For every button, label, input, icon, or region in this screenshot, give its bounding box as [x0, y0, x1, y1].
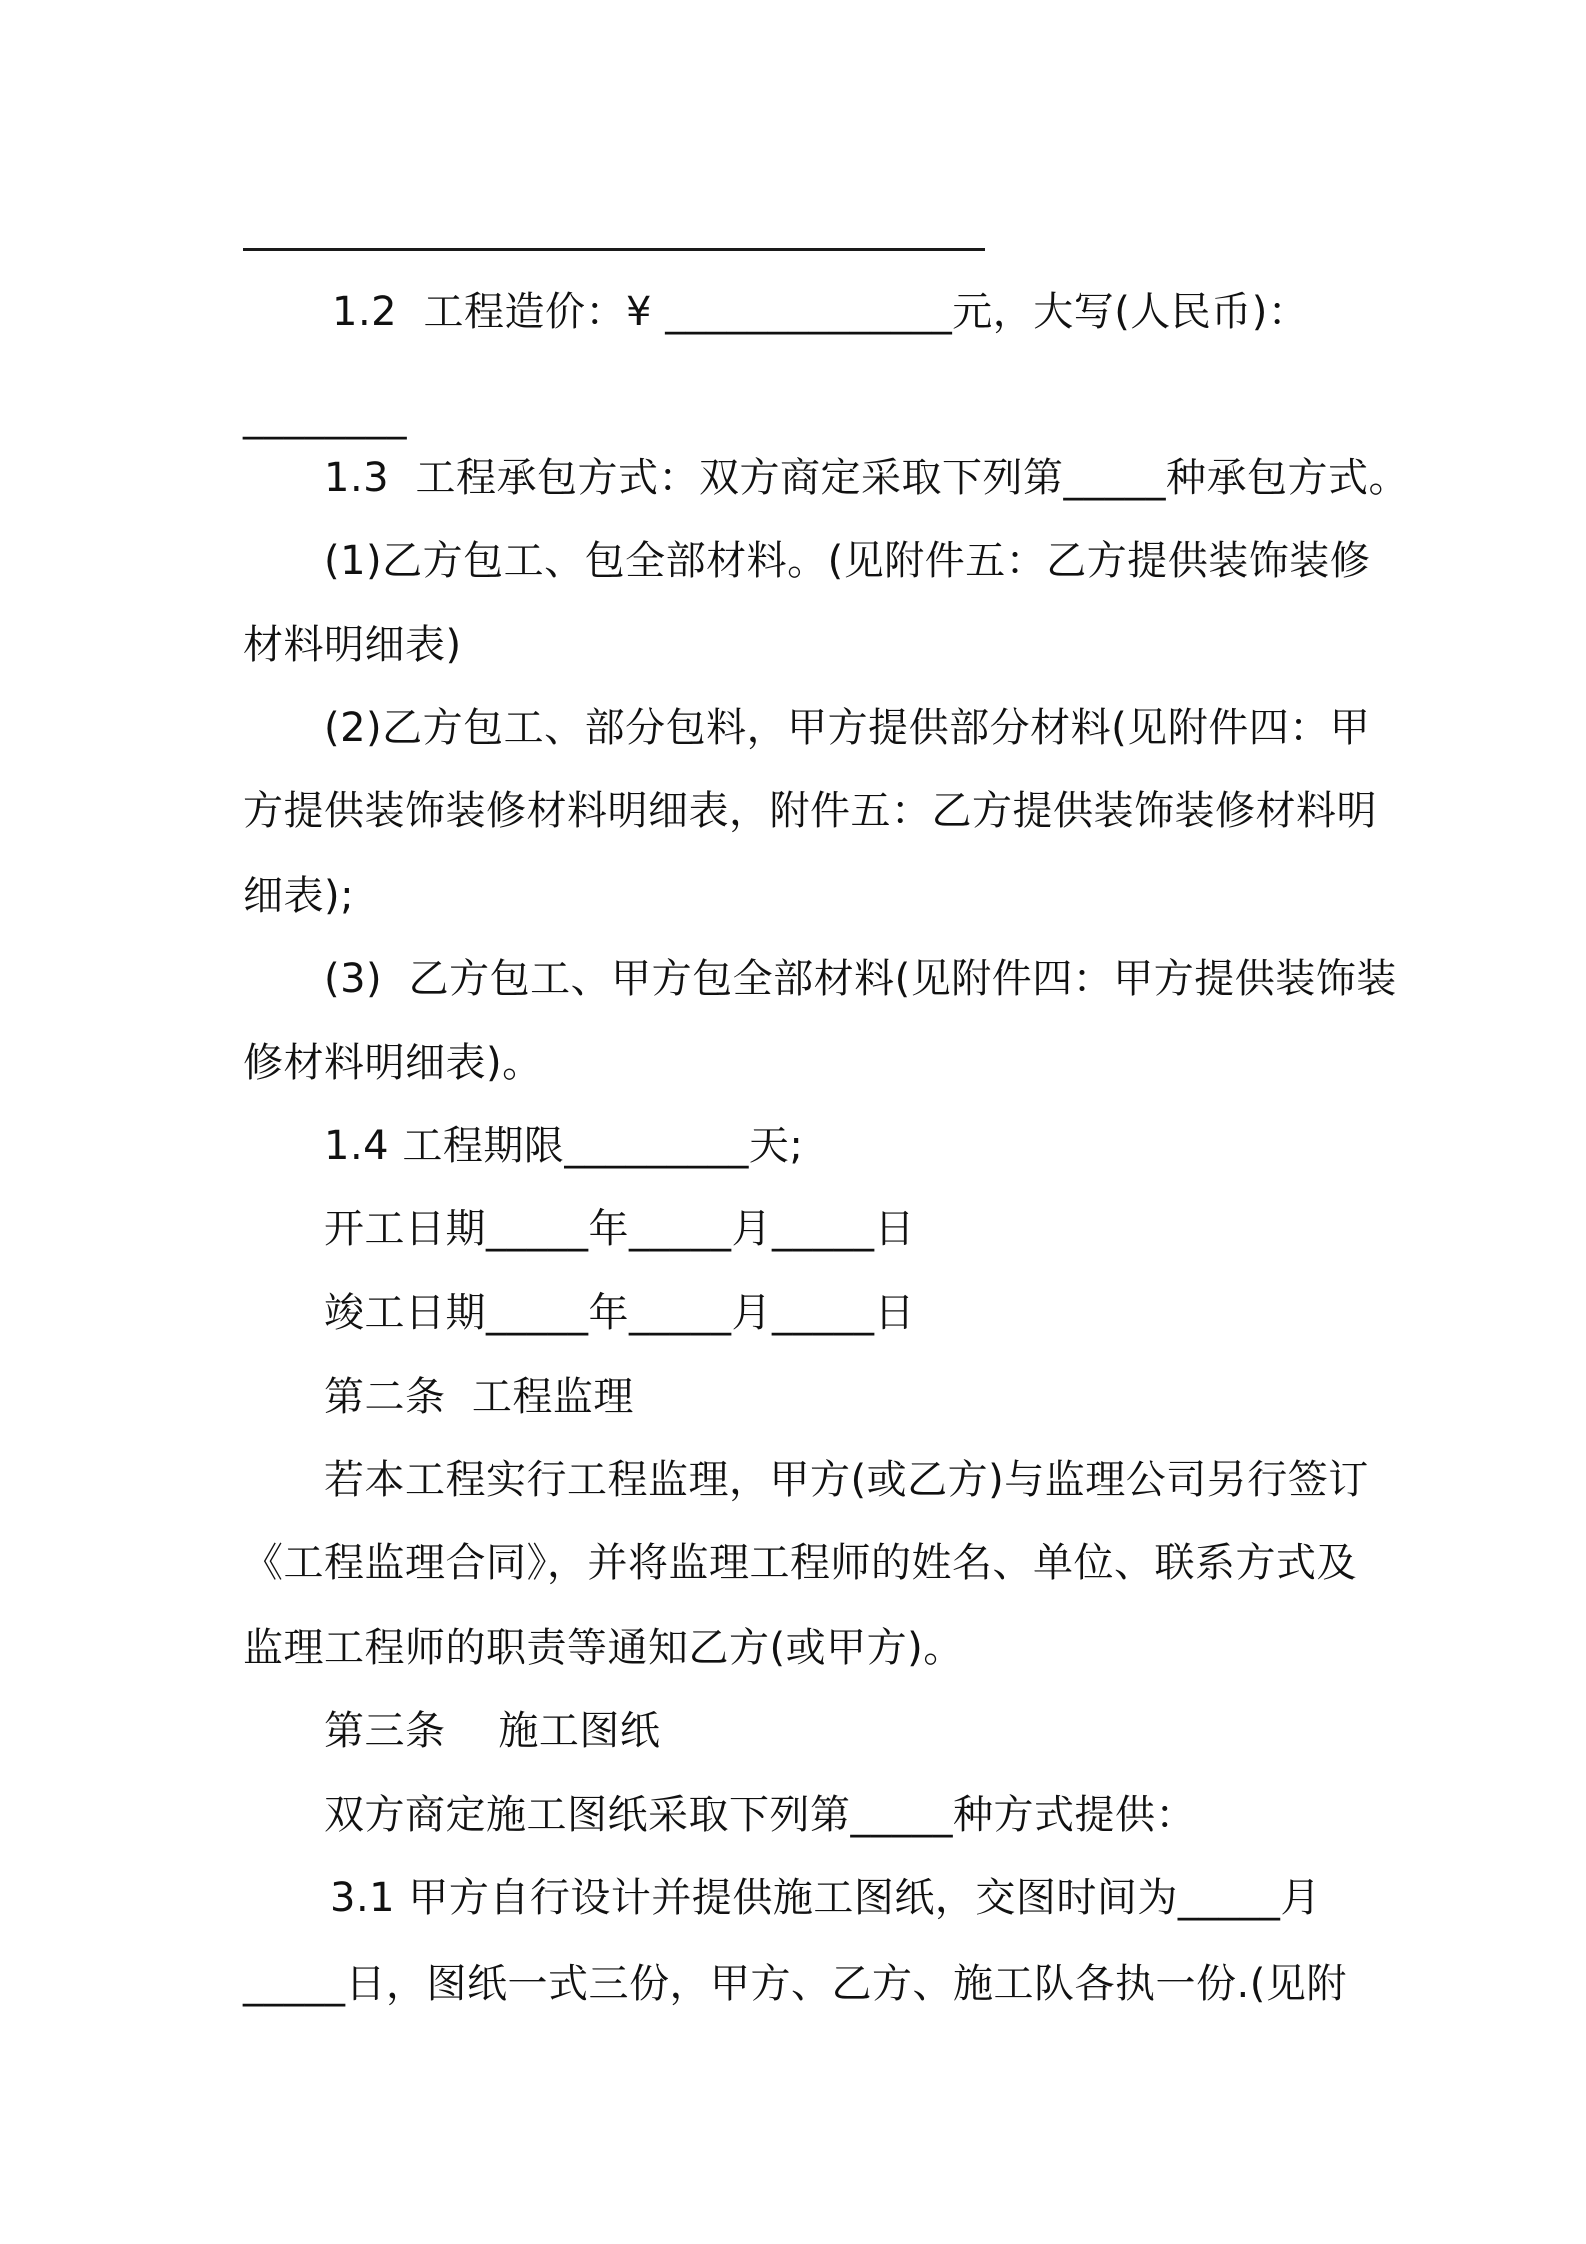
article-3-heading: 第三条 施工图纸 — [324, 1708, 661, 1754]
clause-1-4-duration: 1.4 工程期限_________天; — [324, 1123, 804, 1169]
option-1-line-1: (1)乙方包工、包全部材料。(见附件五：乙方提供装饰装修 — [324, 538, 1371, 584]
blank-underline-rule — [243, 248, 985, 251]
clause-1-2-cost: 1.2 工程造价：¥ ______________元，大写(人民币)： — [332, 289, 1309, 335]
article-2-line-1: 若本工程实行工程监理，甲方(或乙方)与监理公司另行签订 — [324, 1457, 1369, 1503]
option-2-line-1: (2)乙方包工、部分包料，甲方提供部分材料(见附件四：甲 — [324, 705, 1371, 751]
option-3-line-1: (3) 乙方包工、甲方包全部材料(见附件四：甲方提供装饰装 — [324, 956, 1397, 1002]
article-3-intro: 双方商定施工图纸采取下列第_____种方式提供： — [324, 1792, 1196, 1838]
clause-3-1-line-2: _____日，图纸一式三份，甲方、乙方、施工队各执一份.(见附 — [243, 1961, 1347, 2007]
article-2-heading: 第二条 工程监理 — [324, 1374, 634, 1420]
clause-3-1-line-1: 3.1 甲方自行设计并提供施工图纸，交图时间为_____月 — [330, 1875, 1321, 1921]
option-2-line-2: 方提供装饰装修材料明细表，附件五：乙方提供装饰装修材料明 — [243, 788, 1377, 834]
article-2-line-3: 监理工程师的职责等通知乙方(或甲方)。 — [243, 1625, 964, 1671]
option-3-line-2: 修材料明细表)。 — [243, 1040, 543, 1086]
clause-1-2-cost-blank: ________ — [243, 394, 407, 440]
option-1-line-2: 材料明细表) — [243, 622, 462, 668]
article-2-line-2: 《工程监理合同》，并将监理工程师的姓名、单位、联系方式及 — [243, 1540, 1357, 1586]
completion-date: 竣工日期_____年_____月_____日 — [324, 1290, 915, 1336]
option-2-line-3: 细表); — [243, 873, 355, 919]
start-date: 开工日期_____年_____月_____日 — [324, 1206, 915, 1252]
clause-1-3-contract-method: 1.3 工程承包方式：双方商定采取下列第_____种承包方式。 — [324, 455, 1410, 501]
